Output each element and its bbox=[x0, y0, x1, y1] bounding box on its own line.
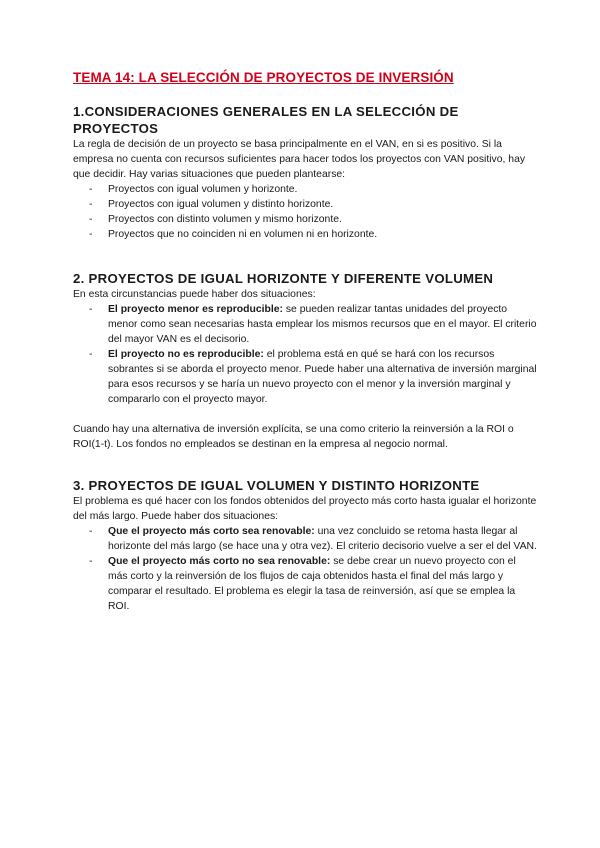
dash-bullet: - bbox=[89, 304, 93, 315]
dash-bullet: - bbox=[89, 199, 93, 210]
list-item: - Proyectos con igual volumen y horizonte. bbox=[89, 184, 298, 195]
situations-list bbox=[73, 302, 538, 407]
section-intro: En esta circunstancias puede haber dos situaciones: bbox=[73, 289, 316, 300]
section-intro: La regla de decisión de un proyecto se basa principalmente en el VAN, en si es positivo. Si la empresa no cuenta con recursos suficientes para hacer todos los proyectos con VAN positivo, hay que decidir. Hay varias situaciones que pueden plantearse: bbox=[73, 139, 526, 180]
list-item: - Proyectos que no coinciden ni en volumen ni en horizonte. bbox=[89, 229, 378, 240]
list-item: - Proyectos con igual volumen y distinto horizonte. bbox=[89, 199, 334, 210]
item-text: se pueden realizar tantas unidades del proyecto menor como sean necesarias hasta emplear los mismos recursos que en el mayor. El criterio del mayor VAN es el decisorio. bbox=[108, 304, 537, 345]
list-item: - Proyectos con distinto volumen y mismo horizonte. bbox=[89, 214, 342, 225]
item-term: El proyecto no es reproducible: bbox=[108, 349, 264, 360]
section-intro: El problema es qué hacer con los fondos obtenidos del proyecto más corto hasta igualar el horizonte del más largo. Puede haber dos situaciones: bbox=[73, 496, 537, 522]
section-igual-horizonte bbox=[73, 270, 538, 452]
item-term: El proyecto menor es reproducible: bbox=[108, 304, 283, 315]
dash-bullet: - bbox=[89, 526, 93, 537]
section-heading: 2. PROYECTOS DE IGUAL HORIZONTE Y DIFERENTE VOLUMEN bbox=[73, 271, 494, 286]
list-item bbox=[73, 347, 538, 407]
item-term: Que el proyecto más corto no sea renovable: bbox=[108, 556, 331, 567]
section-igual-volumen bbox=[73, 477, 538, 614]
item-text: se debe crear un nuevo proyecto con el más corto y la reinversión de los flujos de caja obtenidos hasta el final del más largo y comparar el resultado. El problema es elegir la tasa de reinversión, así que se emplea la ROI. bbox=[108, 556, 516, 612]
item-text: una vez concluido se retoma hasta llegar al horizonte del más largo (se hace una y otra vez). El criterio decisorio vuelve a ser el del VAN. bbox=[108, 526, 537, 552]
document-title: TEMA 14: LA SELECCIÓN DE PROYECTOS DE INVERSIÓN bbox=[73, 70, 454, 85]
list-item bbox=[73, 524, 538, 554]
section-consideraciones-generales bbox=[73, 103, 538, 242]
situations-list bbox=[73, 524, 538, 614]
dash-bullet: - bbox=[89, 556, 93, 567]
item-term: Que el proyecto más corto sea renovable: bbox=[108, 526, 315, 537]
section-closing: Cuando hay una alternativa de inversión explícita, se una como criterio la reinversión a la ROI o ROI(1-t). Los fondos no empleados se destinan en la empresa al negocio normal. bbox=[73, 424, 514, 450]
situations-list bbox=[73, 182, 538, 242]
dash-bullet: - bbox=[89, 349, 93, 360]
list-item bbox=[73, 554, 538, 614]
list-item bbox=[73, 302, 538, 347]
item-text: el problema está en qué se hará con los recursos sobrantes si se aborda el proyecto menor. Puede haber una alternativa de inversión marginal para esos recursos y se haría un nuevo proyecto con el menor y la inversión marginal y compararlo con el proyecto mayor. bbox=[108, 349, 537, 405]
section-heading: 1.CONSIDERACIONES GENERALES EN LA SELECCIÓN DE PROYECTOS bbox=[73, 104, 459, 136]
dash-bullet: - bbox=[89, 229, 93, 240]
dash-bullet: - bbox=[89, 184, 93, 195]
section-heading: 3. PROYECTOS DE IGUAL VOLUMEN Y DISTINTO HORIZONTE bbox=[73, 478, 480, 493]
dash-bullet: - bbox=[89, 214, 93, 225]
